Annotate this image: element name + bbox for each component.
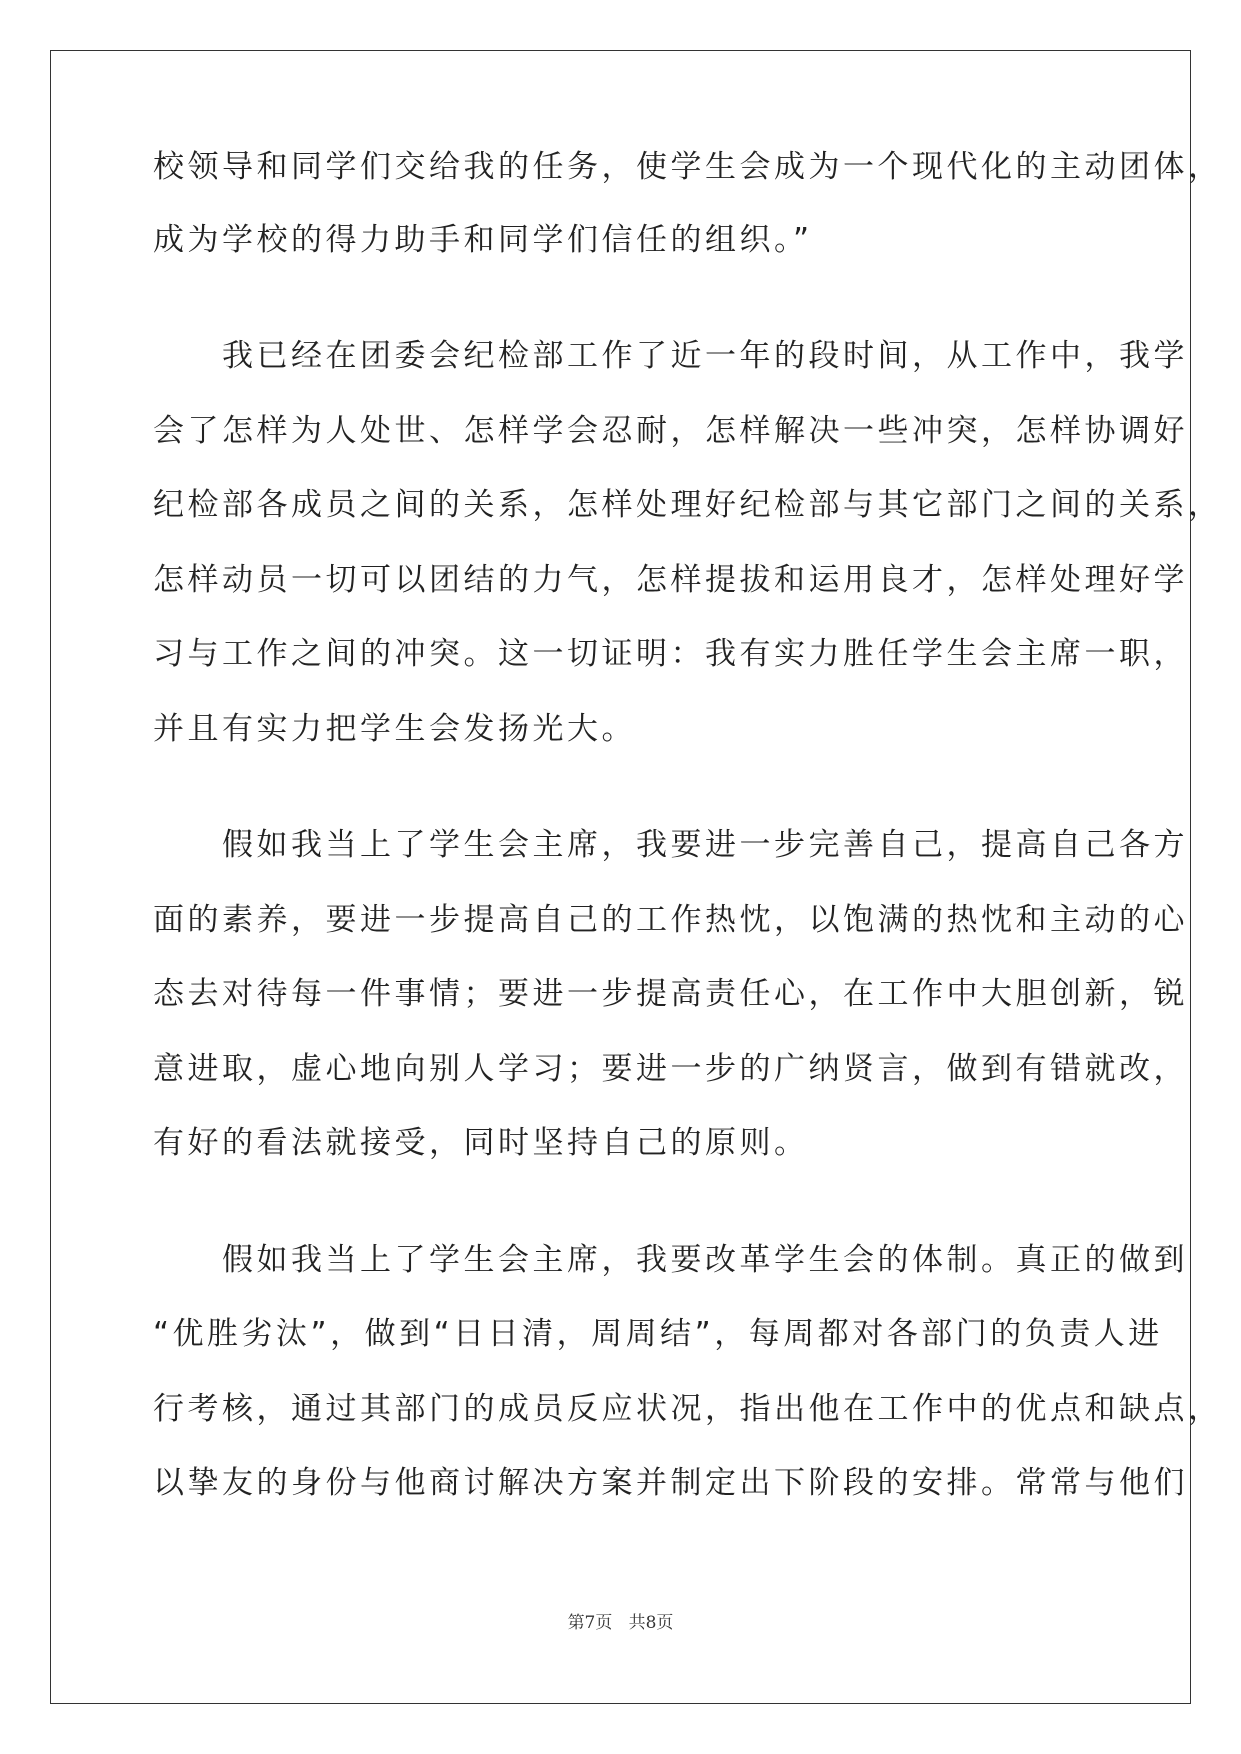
body-line: “优胜劣汰”，做到“日日清，周周结”，每周都对各部门的负责人进 bbox=[153, 1316, 1163, 1352]
body-line: 会了怎样为人处世、怎样学会忍耐，怎样解决一些冲突，怎样协调好 bbox=[153, 413, 1188, 449]
body-line: 态去对待每一件事情；要进一步提高责任心，在工作中大胆创新，锐 bbox=[153, 976, 1188, 1012]
body-line: 行考核，通过其部门的成员反应状况，指出他在工作中的优点和缺点， bbox=[153, 1391, 1223, 1427]
body-line: 意进取，虚心地向别人学习；要进一步的广纳贤言，做到有错就改， bbox=[153, 1051, 1188, 1087]
body-line: 假如我当上了学生会主席，我要进一步完善自己，提高自己各方 bbox=[153, 827, 1188, 863]
body-line: 假如我当上了学生会主席，我要改革学生会的体制。真正的做到 bbox=[153, 1242, 1188, 1278]
body-line: 纪检部各成员之间的关系，怎样处理好纪检部与其它部门之间的关系， bbox=[153, 487, 1223, 523]
page-total: 共8页 bbox=[628, 1613, 674, 1633]
body-line: 怎样动员一切可以团结的力气，怎样提拔和运用良才，怎样处理好学 bbox=[153, 562, 1188, 598]
page-number: 第7页 bbox=[567, 1613, 613, 1633]
page-footer bbox=[0, 1608, 1241, 1633]
body-line: 并且有实力把学生会发扬光大。 bbox=[153, 711, 636, 747]
body-line: 习与工作之间的冲突。这一切证明：我有实力胜任学生会主席一职， bbox=[153, 636, 1188, 672]
body-line: 校领导和同学们交给我的任务，使学生会成为一个现代化的主动团体， bbox=[153, 149, 1223, 185]
body-line: 成为学校的得力助手和同学们信任的组织。” bbox=[153, 222, 813, 258]
body-line: 有好的看法就接受，同时坚持自己的原则。 bbox=[153, 1125, 809, 1161]
body-line: 我已经在团委会纪检部工作了近一年的段时间，从工作中，我学 bbox=[153, 338, 1188, 374]
body-line: 以挚友的身份与他商讨解决方案并制定出下阶段的安排。常常与他们 bbox=[153, 1465, 1188, 1501]
page-border bbox=[50, 50, 1223, 1704]
body-line: 面的素养，要进一步提高自己的工作热忱，以饱满的热忱和主动的心 bbox=[153, 902, 1188, 938]
